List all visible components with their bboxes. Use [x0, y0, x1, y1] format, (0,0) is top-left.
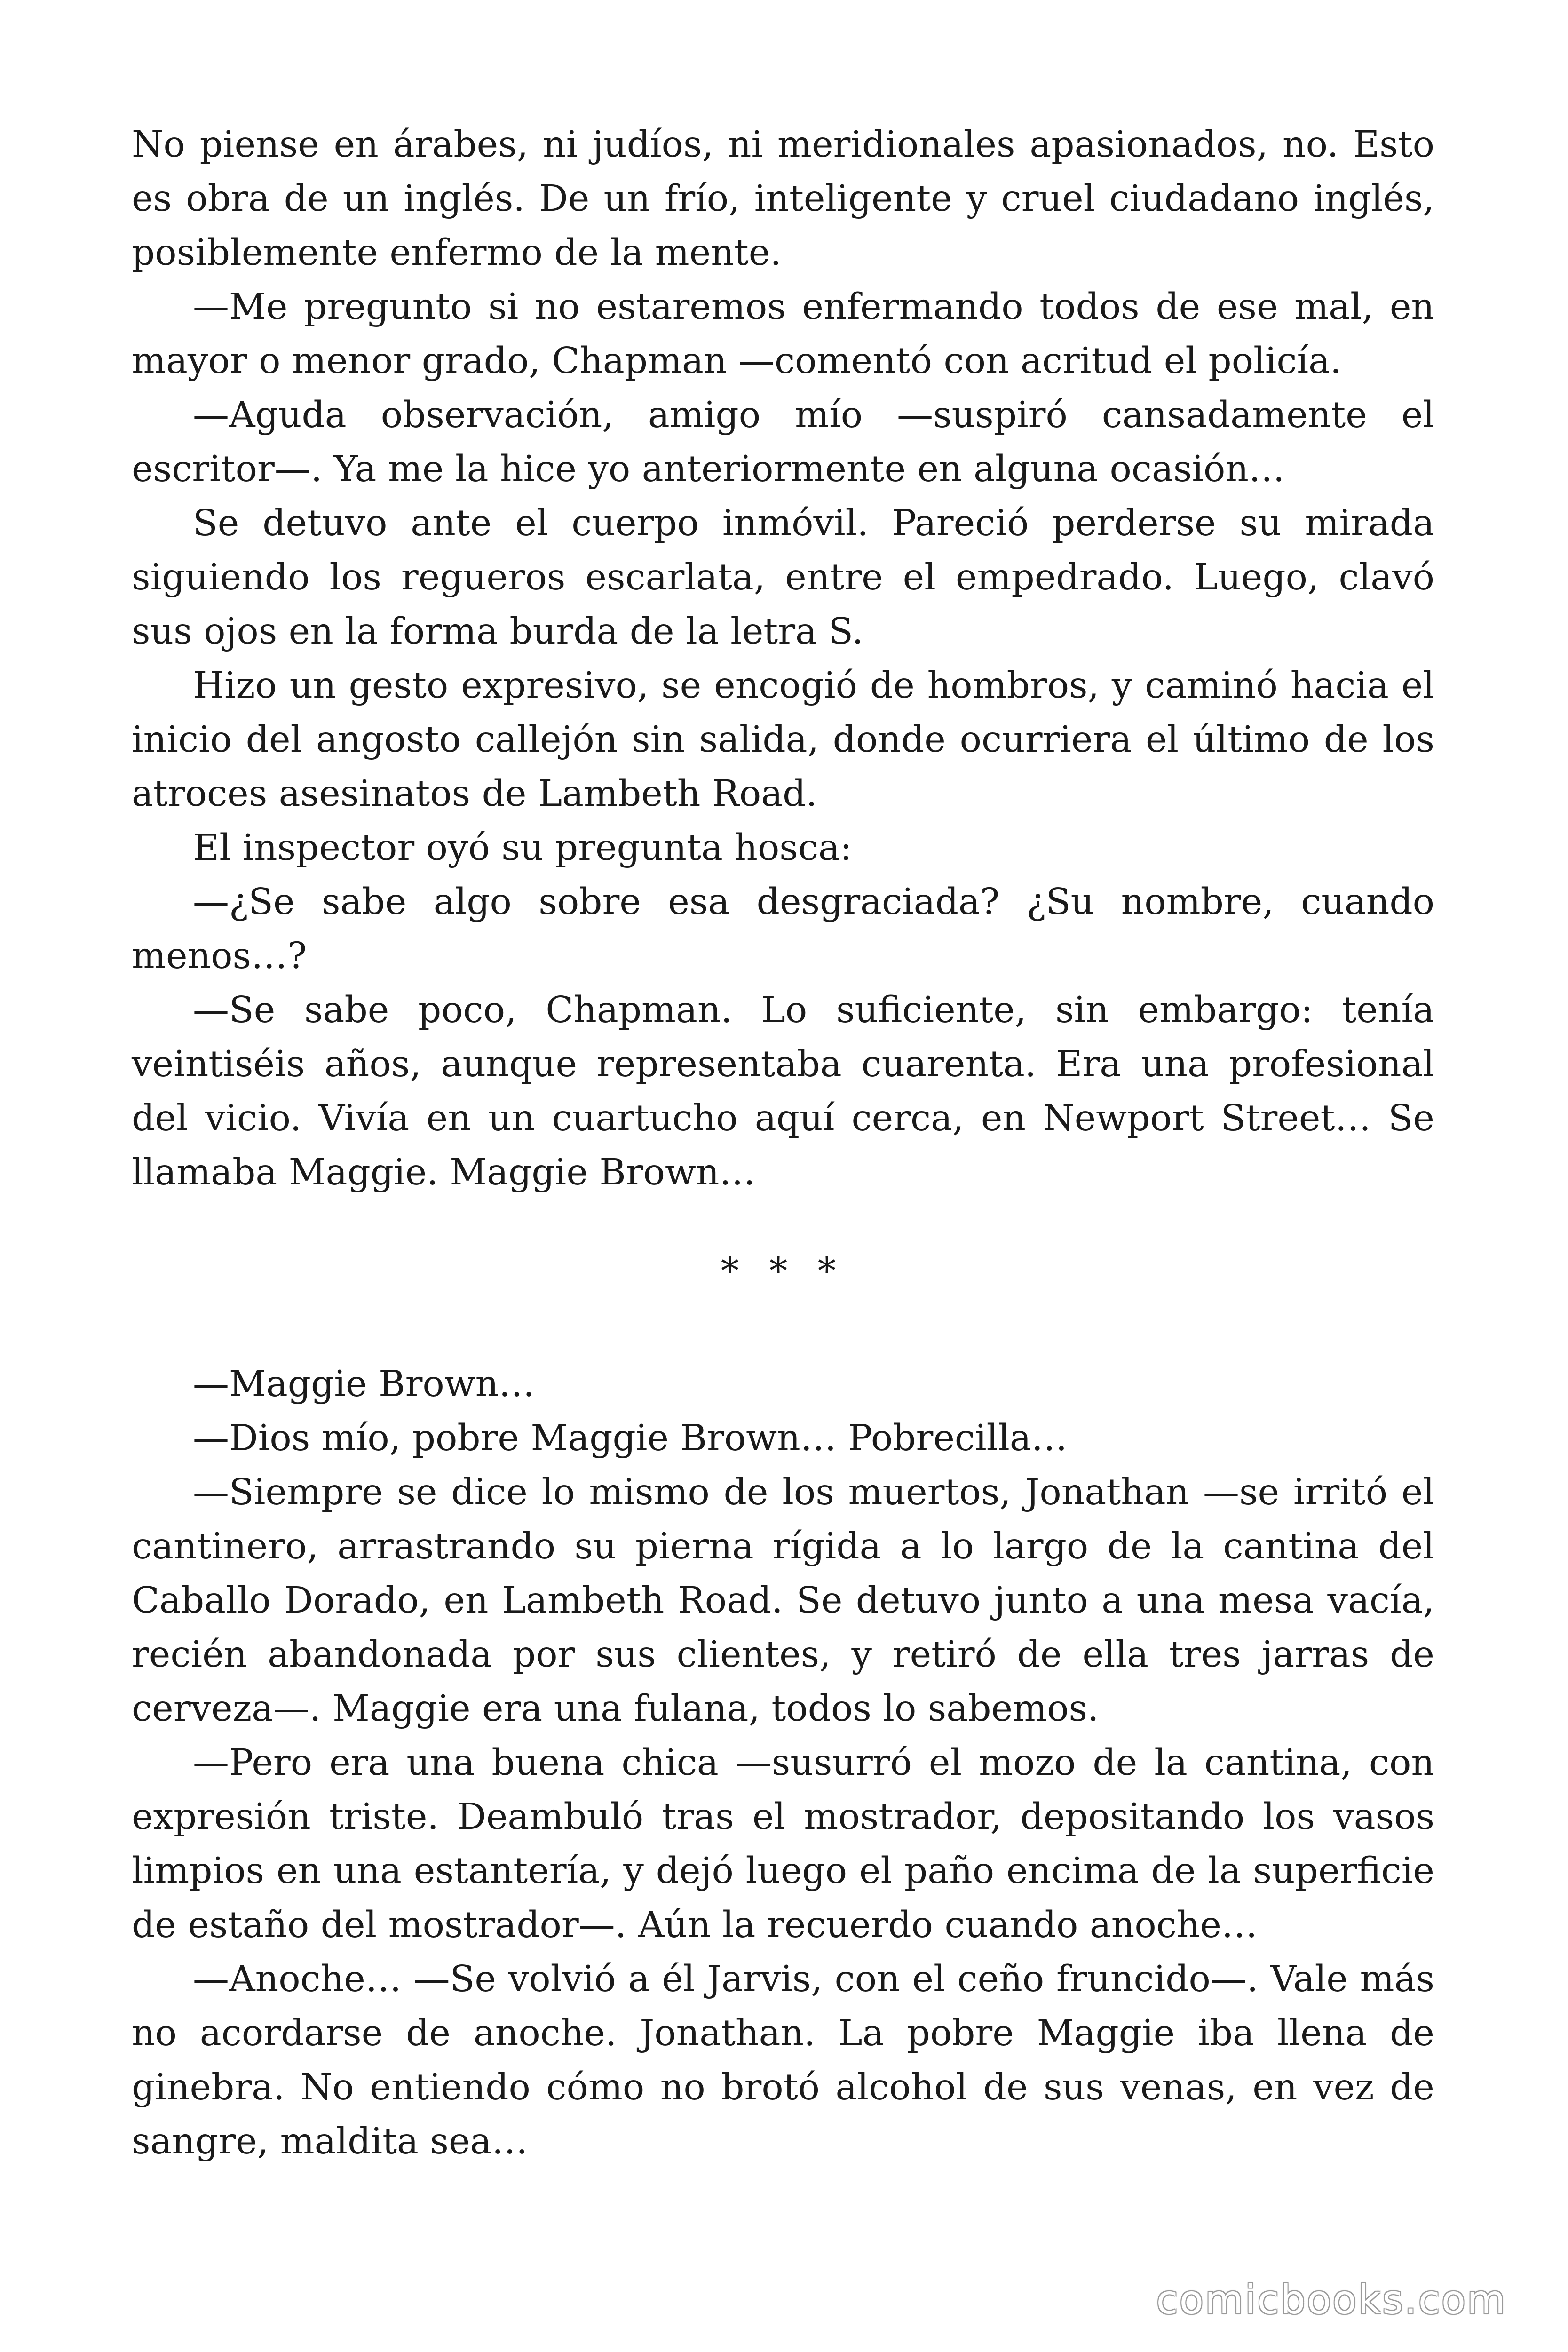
- paragraph: El inspector oyó su pregunta hosca:: [193, 827, 852, 869]
- watermark: comicbooks.com: [1156, 2277, 1507, 2323]
- book-page: [132, 118, 1434, 2234]
- scene-break-separator: * * *: [721, 1250, 846, 1292]
- paragraph: No piense en árabes, ni judíos, ni meridionales apasionados, no. Esto es obra de un inglés. De un frío, inteligente y cruel ciudadano inglés, posiblemente enfermo de la mente.: [132, 124, 1434, 274]
- paragraph: —Siempre se dice lo mismo de los muertos, Jonathan —se irritó el cantinero, arrastrando su pierna rígida a lo largo de la cantina del Caballo Dorado, en Lambeth Road. Se detuvo junto a una mesa vacía, recién abandonada por sus clientes, y retiró de ella tres jarras de cerveza—. Maggie era una fulana, todos lo sabemos.: [132, 1471, 1434, 1730]
- paragraph: —Aguda observación, amigo mío —suspiró cansadamente el escritor—. Ya me la hice yo anteriormente en alguna ocasión…: [132, 394, 1434, 490]
- paragraph: —¿Se sabe algo sobre esa desgraciada? ¿Su nombre, cuando menos…?: [132, 881, 1434, 977]
- paragraph: —Se sabe poco, Chapman. Lo suficiente, sin embargo: tenía veintiséis años, aunque representaba cuarenta. Era una profesional del vicio. Vivía en un cuartucho aquí cerca, en Newport Street… Se llamaba Maggie. Maggie Brown…: [132, 989, 1434, 1193]
- paragraph: —Maggie Brown…: [193, 1363, 535, 1405]
- paragraph: Se detuvo ante el cuerpo inmóvil. Pareció perderse su mirada siguiendo los regueros escarlata, entre el empedrado. Luego, clavó sus ojos en la forma burda de la letra S.: [132, 502, 1434, 652]
- paragraph: —Anoche… —Se volvió a él Jarvis, con el ceño fruncido—. Vale más no acordarse de anoche. Jonathan. La pobre Maggie iba llena de ginebra. No entiendo cómo no brotó alcohol de sus venas, en vez de sangre, maldita sea…: [132, 1958, 1434, 2162]
- paragraph: —Me pregunto si no estaremos enfermando todos de ese mal, en mayor o menor grado, Chapman —comentó con acritud el policía.: [132, 286, 1434, 382]
- paragraph: —Dios mío, pobre Maggie Brown… Pobrecilla…: [193, 1417, 1068, 1459]
- paragraph: Hizo un gesto expresivo, se encogió de hombros, y caminó hacia el inicio del angosto callejón sin salida, donde ocurriera el último de los atroces asesinatos de Lambeth Road.: [132, 665, 1434, 815]
- paragraph: —Pero era una buena chica —susurró el mozo de la cantina, con expresión triste. Deambuló tras el mostrador, depositando los vasos limpios en una estantería, y dejó luego el paño encima de la superficie de estaño del mostrador—. Aún la recuerdo cuando anoche…: [132, 1742, 1434, 1946]
